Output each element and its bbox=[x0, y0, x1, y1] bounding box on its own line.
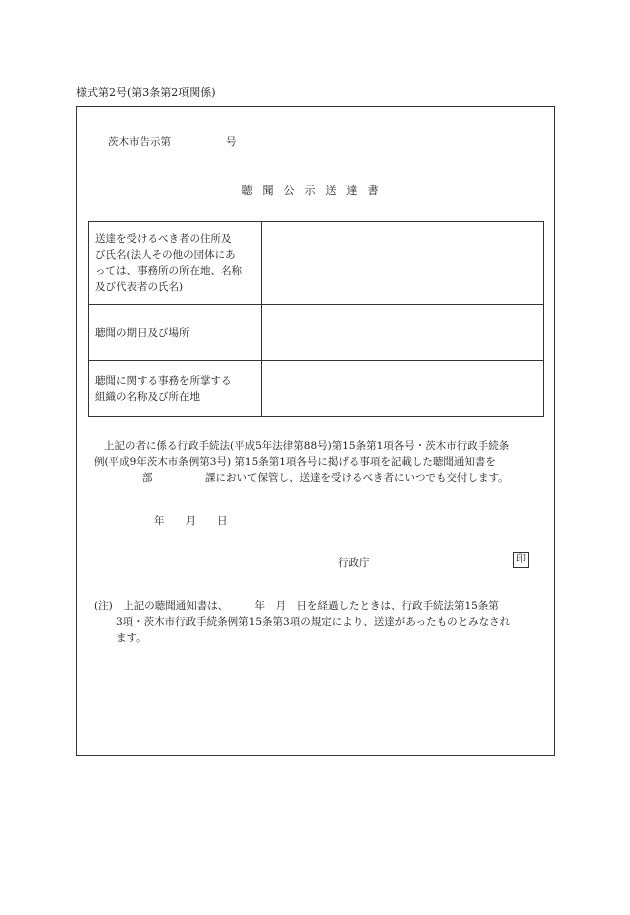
table-row bbox=[89, 222, 544, 305]
form-number-label: 様式第2号(第3条第2項関係) bbox=[76, 86, 216, 99]
table-row-value[interactable] bbox=[262, 222, 544, 305]
table-row-label: 聴聞に関する事務を所掌する 組織の名称及び所在地 bbox=[89, 361, 262, 417]
table-row bbox=[89, 361, 544, 417]
seal-mark: 印 bbox=[513, 552, 529, 568]
table-row-value[interactable] bbox=[262, 361, 544, 417]
info-table bbox=[88, 221, 544, 417]
table-row-label: 聴聞の期日及び場所 bbox=[89, 305, 262, 361]
table-row bbox=[89, 305, 544, 361]
notice-number-prefix: 茨木市告示第 bbox=[108, 136, 171, 148]
document-frame bbox=[76, 106, 555, 756]
table-row-label: 送達を受けるべき者の住所及 び氏名(法人その他の団体にあ っては、事務所の所在地、名称 及び代表者の氏名) bbox=[89, 222, 262, 305]
body-paragraph: 上記の者に係る行政手続法(平成5年法律第88号)第15条第1項各号・茨木市行政手続条 例(平成9年茨木市条例第3号) 第15条第1項各号に掲げる事項を記載した聴聞通知書を 部 課において保管し、送達を受けるべき者にいつでも交付します。 bbox=[94, 440, 510, 484]
notice-number-suffix: 号 bbox=[226, 136, 237, 148]
date-line: 年 月 日 bbox=[154, 515, 228, 527]
table-row-value[interactable] bbox=[262, 305, 544, 361]
document-title: 聴聞公示送達書 bbox=[241, 184, 389, 197]
note-paragraph: (注) 上記の聴聞通知書は、 年 月 日を経過したときは、行政手続法第15条第 3項・茨木市行政手続条例第15条第3項の規定により、送達があったものとみなされ ます。 bbox=[94, 600, 511, 644]
agency-label: 行政庁 bbox=[338, 557, 370, 569]
